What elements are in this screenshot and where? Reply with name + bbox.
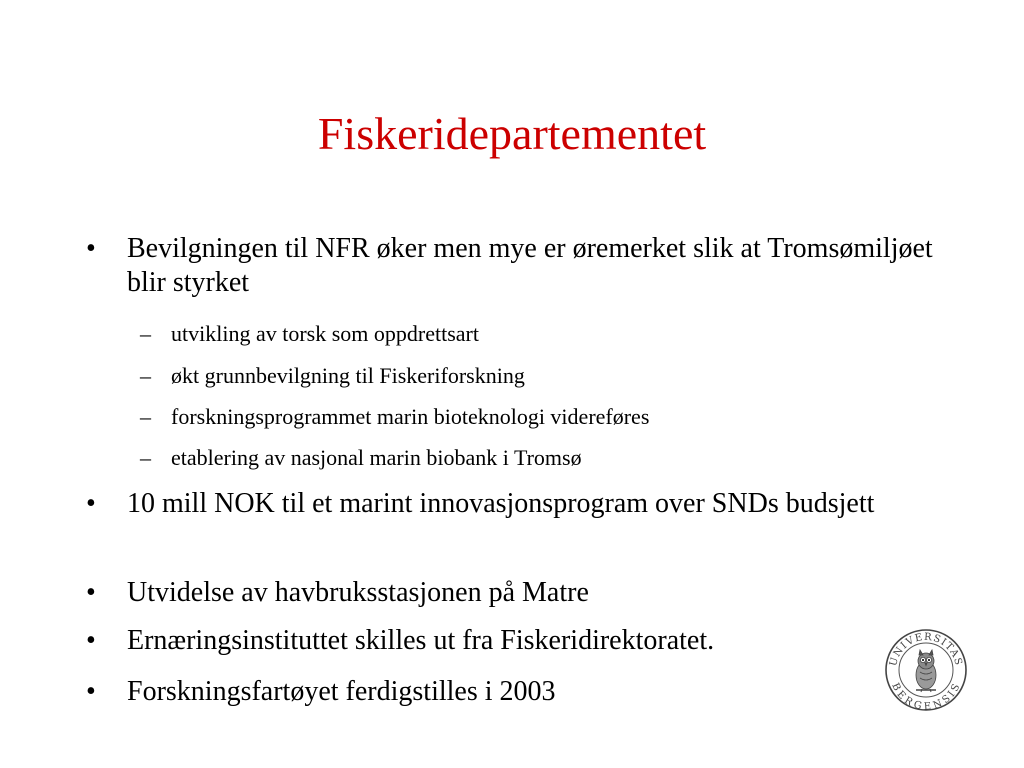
sub-bullet-marker: – xyxy=(140,321,151,346)
sub-bullet-marker: – xyxy=(140,404,151,429)
bullet-text: 10 mill NOK til et marint innovasjonsprogram over SNDs budsjett xyxy=(127,488,875,519)
sub-bullet-text: utvikling av torsk som oppdrettsart xyxy=(171,321,479,346)
bullet-marker: • xyxy=(86,488,96,519)
bullet-marker: • xyxy=(86,233,96,264)
sub-bullet-marker: – xyxy=(140,363,151,388)
bullet-text: Forskningsfartøyet ferdigstilles i 2003 xyxy=(127,676,556,707)
slide-title: Fiskeridepartementet xyxy=(317,108,707,159)
bullet-text: Ernæringsinstituttet skilles ut fra Fiskeridirektoratet. xyxy=(127,625,715,656)
seal-text-bottom: BERGENSIS xyxy=(889,681,963,712)
sub-bullet-item xyxy=(140,362,900,390)
sub-bullet-text: økt grunnbevilgning til Fiskeriforskning xyxy=(171,363,525,388)
bullet-text: Bevilgningen til NFR øker men mye er øremerket slik at Tromsømiljøet blir styrket xyxy=(127,233,933,298)
sub-bullet-text: forskningsprogrammet marin bioteknologi videreføres xyxy=(171,404,650,429)
sub-bullet-item xyxy=(140,403,900,431)
sub-bullet-item xyxy=(140,444,900,472)
bullet-item xyxy=(86,675,946,709)
bullet-item xyxy=(86,487,946,521)
sub-bullet-item xyxy=(140,320,900,348)
bullet-item xyxy=(86,232,946,300)
bullet-marker: • xyxy=(86,625,96,656)
bullet-item xyxy=(86,624,946,658)
university-seal-icon xyxy=(884,628,968,712)
bullet-text: Utvidelse av havbruksstasjonen på Matre xyxy=(127,577,589,608)
sub-bullet-marker: – xyxy=(140,445,151,470)
bullet-marker: • xyxy=(86,577,96,608)
bullet-marker: • xyxy=(86,676,96,707)
seal-text-top: UNIVERSITAS xyxy=(888,631,964,668)
sub-bullet-text: etablering av nasjonal marin biobank i Tromsø xyxy=(171,445,582,470)
bullet-item xyxy=(86,576,946,610)
